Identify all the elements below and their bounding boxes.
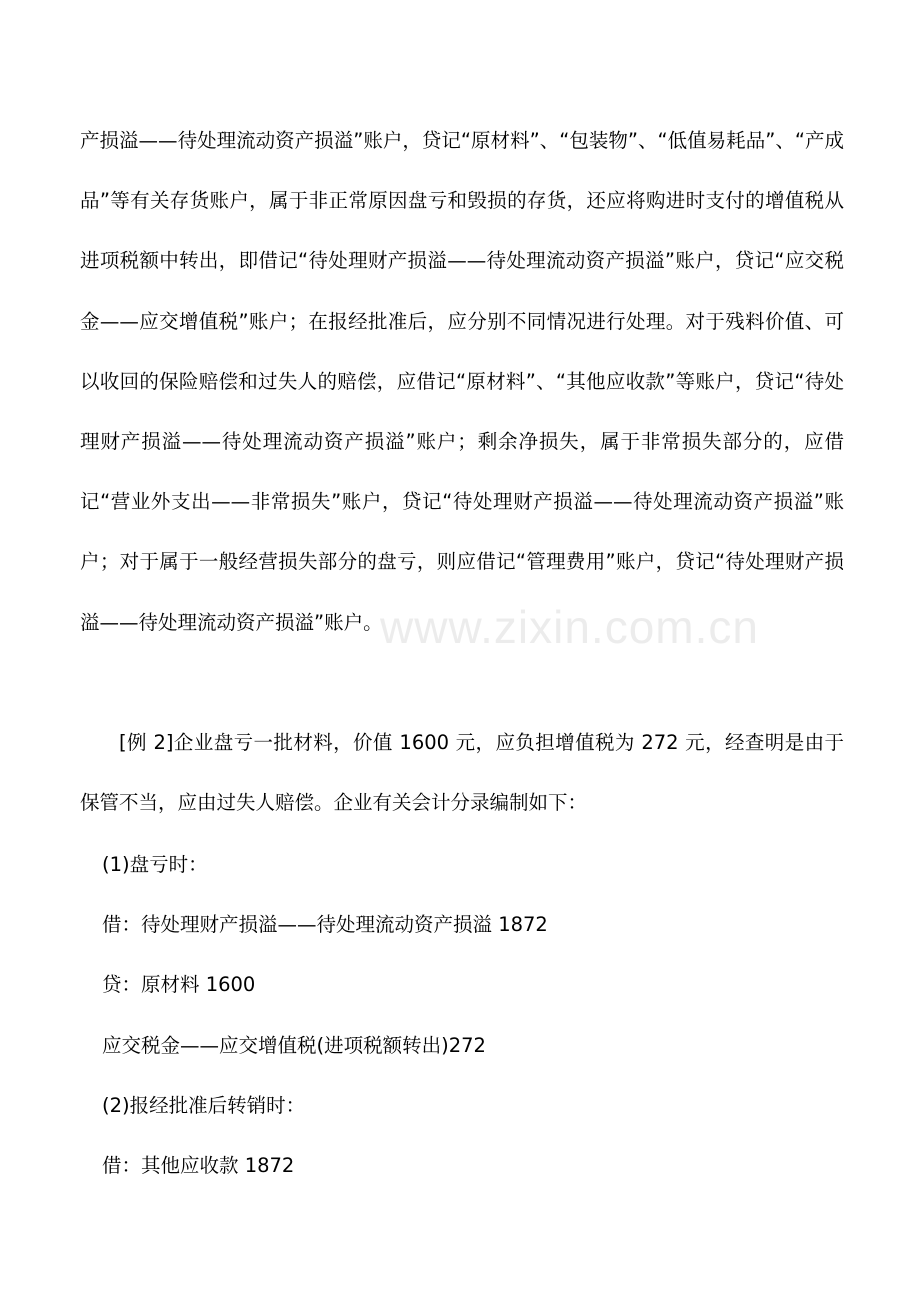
entry-step-2: (2)报经批准后转销时： — [102, 1094, 306, 1117]
body-paragraph: 产损溢——待处理流动资产损溢”账户，贷记“原材料”、“包装物”、“低值易耗品”、“产成品”等有关存货账户，属于非正常原因盘亏和毁损的存货，还应将购进时支付的增值税从进项税额中转出，即借记“待处理财产损溢——待处理流动资产损溢”账户，贷记“应交税金——应交增值税”账户；在报经批准后，应分别不同情况进行处理。对于残料价值、可以收回的保险赔偿和过失人的赔偿，应借记“原材料”、“其他应收款”等账户，贷记“待处理财产损溢——待处理流动资产损溢”账户；剩余净损失，属于非常损失部分的，应借记“营业外支出——非常损失”账户，贷记“待处理财产损溢——待处理流动资产损溢”账户；对于属于一般经营损失部分的盘亏，则应借记“管理费用”账户，贷记“待处理财产损溢——待处理流动资产损溢”账户。 — [80, 129, 844, 634]
entry-credit-1: 贷：原材料 1600 — [102, 973, 256, 996]
entry-debit-1: 借：待处理财产损溢——待处理流动资产损溢 1872 — [102, 913, 548, 936]
watermark: www.zixin.com.cn — [380, 601, 759, 653]
entry-credit-2: 应交税金——应交增值税(进项税额转出)272 — [102, 1034, 486, 1057]
entry-debit-2: 借：其他应收款 1872 — [102, 1154, 295, 1177]
example-paragraph: [例 2]企业盘亏一批材料，价值 1600 元，应负担增值税为 272 元，经查明是由于保管不当，应由过失人赔偿。企业有关会计分录编制如下： — [80, 731, 844, 815]
entry-step-1: (1)盘亏时： — [102, 853, 208, 876]
